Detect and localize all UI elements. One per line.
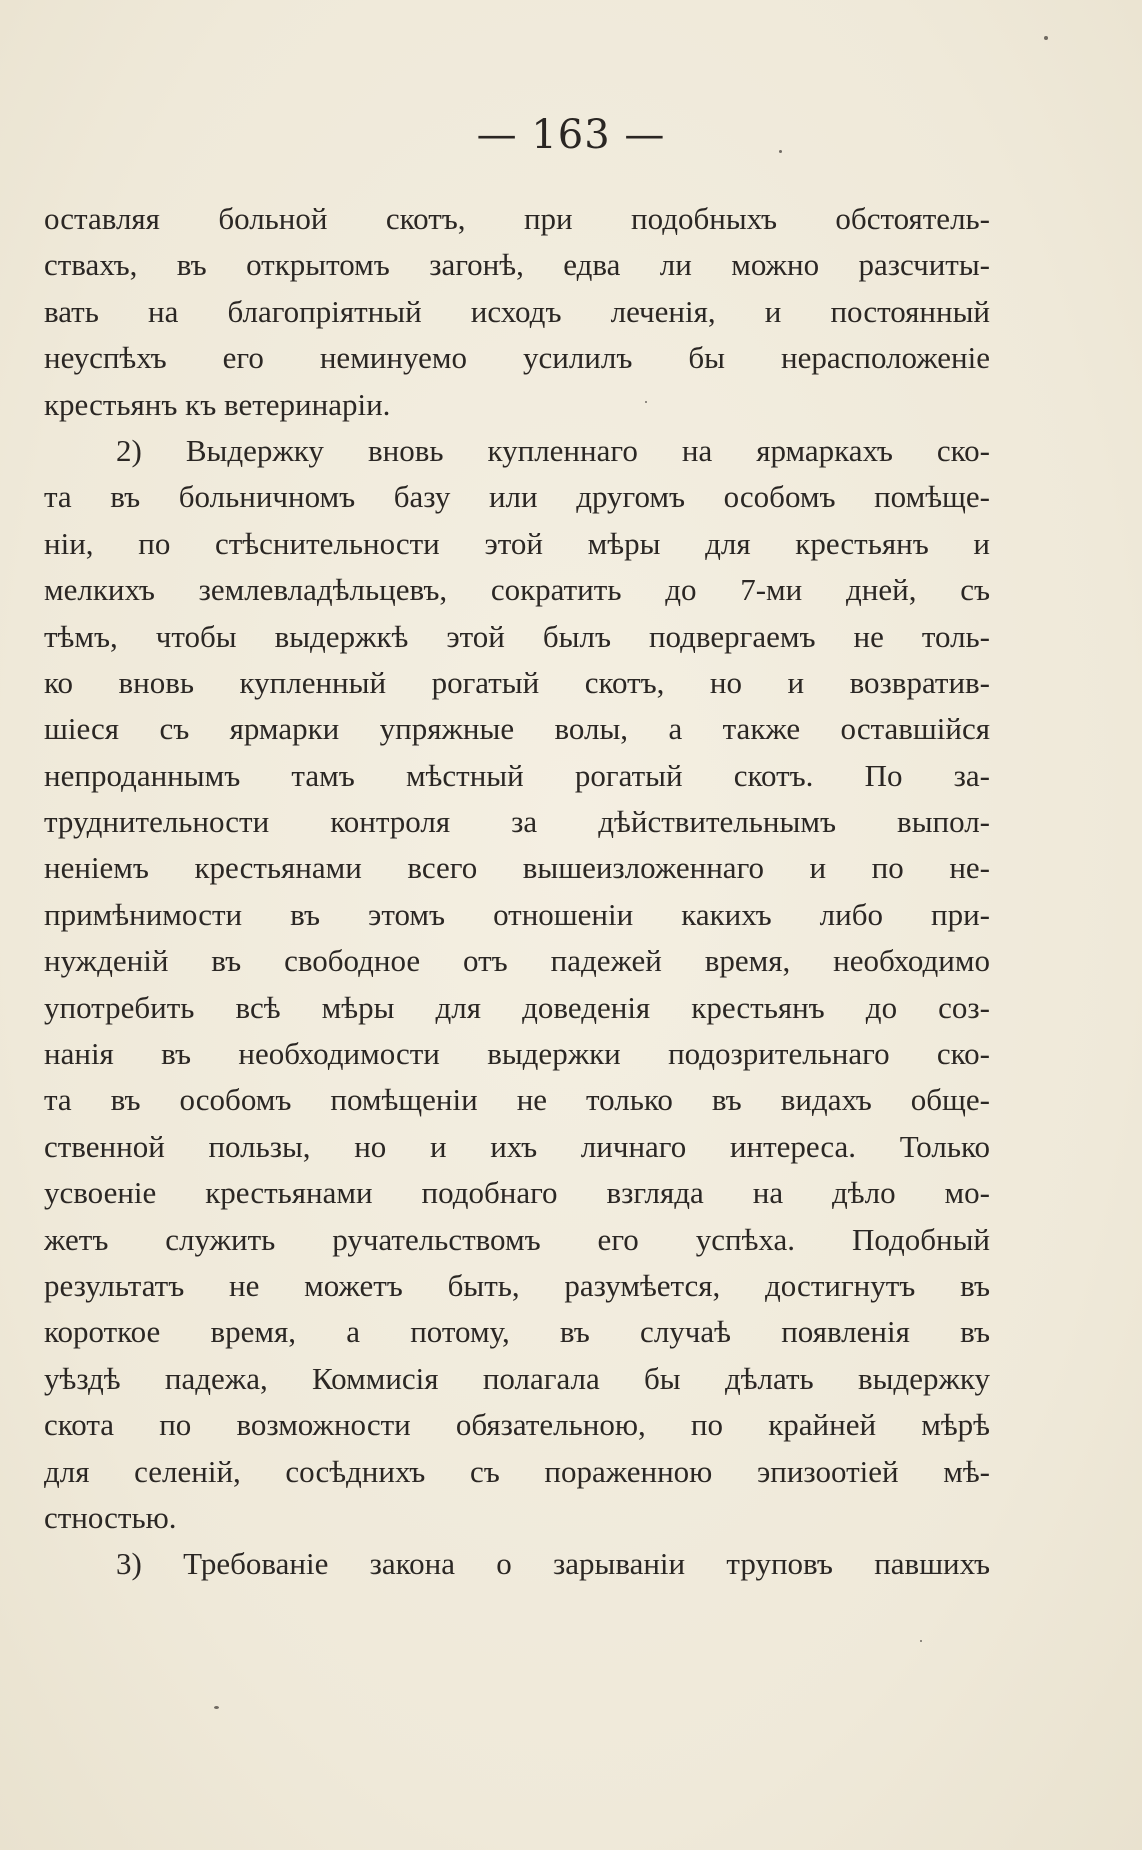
text-line: крестьянъ къ ветеринаріи.	[44, 386, 391, 422]
text-line: короткое время, а потому, въ случаѣ появленія въ	[44, 1314, 990, 1350]
text-line: примѣнимости въ этомъ отношеніи какихъ либо при-	[44, 896, 990, 932]
paper-speck	[779, 150, 782, 153]
page-number: — 163 —	[476, 112, 666, 158]
text-line: для селеній, сосѣднихъ съ пораженною эпизоотіей мѣ-	[44, 1453, 990, 1489]
text-line: стностью.	[44, 1499, 177, 1535]
text-line: мелкихъ землевладѣльцевъ, сократить до 7-ми дней, съ	[44, 572, 990, 608]
text-line: неуспѣхъ его неминуемо усилилъ бы нерасположеніе	[44, 340, 990, 376]
text-line: нанія въ необходимости выдержки подозрительнаго ско-	[44, 1036, 990, 1072]
paper-speck	[645, 401, 647, 403]
text-line: ніи, по стѣснительности этой мѣры для крестьянъ и	[44, 525, 990, 561]
text-line: ко вновь купленный рогатый скотъ, но и возвратив-	[44, 664, 990, 700]
text-line: труднительности контроля за дѣйствительнымъ выпол-	[44, 804, 990, 840]
text-line: усвоеніе крестьянами подобнаго взгляда на дѣло мо-	[44, 1175, 990, 1211]
paper-speck	[1044, 36, 1048, 40]
text-line: тѣмъ, чтобы выдержкѣ этой былъ подвергаемъ не толь-	[44, 618, 990, 654]
text-line: нужденій въ свободное отъ падежей время, необходимо	[44, 943, 990, 979]
text-line: та въ больничномъ базу или другомъ особомъ помѣще-	[44, 479, 990, 515]
text-line: та въ особомъ помѣщеніи не только въ видахъ обще-	[44, 1082, 990, 1118]
text-line: результатъ не можетъ быть, разумѣется, достигнутъ въ	[44, 1267, 990, 1303]
text-line: вать на благопріятный исходъ леченія, и постоянный	[44, 293, 990, 329]
body-text	[44, 196, 990, 1588]
paper-speck	[920, 1640, 922, 1642]
text-line: оставляя больной скотъ, при подобныхъ обстоятель-	[44, 201, 990, 236]
paper-speck	[214, 1706, 219, 1709]
text-line: неніемъ крестьянами всего вышеизложеннаго и по не-	[44, 850, 990, 886]
text-line: ствахъ, въ открытомъ загонѣ, едва ли можно разсчиты-	[44, 247, 990, 283]
text-line: уѣздѣ падежа, Коммисія полагала бы дѣлать выдержку	[44, 1360, 990, 1396]
text-line: шіеся съ ярмарки упряжные волы, а также оставшійся	[44, 711, 990, 747]
text-line: употребить всѣ мѣры для доведенія крестьянъ до соз-	[44, 989, 990, 1025]
text-line: скота по возможности обязательною, по крайней мѣрѣ	[44, 1407, 990, 1443]
text-line: непроданнымъ тамъ мѣстный рогатый скотъ. По за-	[44, 757, 990, 793]
text-line: ственной пользы, но и ихъ личнаго интереса. Только	[44, 1128, 990, 1164]
text-line: жетъ служить ручательствомъ его успѣха. Подобный	[44, 1221, 990, 1257]
paragraph-start-line: 3) Требованіе закона о зарываніи труповъ павшихъ	[116, 1546, 990, 1582]
paragraph-start-line: 2) Выдержку вновь купленнаго на ярмаркахъ ско-	[116, 432, 990, 468]
